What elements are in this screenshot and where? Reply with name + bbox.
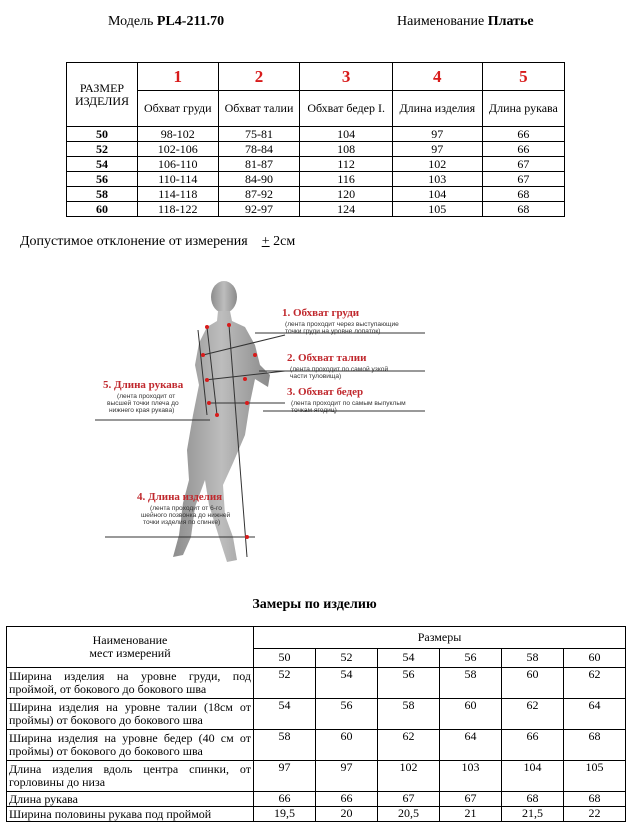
- measurement-name: Ширина половины рукава под проймой: [7, 807, 254, 822]
- measurement-value: 19,5: [254, 807, 316, 822]
- measurements-title: Замеры по изделию: [252, 597, 377, 612]
- size-row: [67, 202, 565, 217]
- svg-text:(лента проходит по самой узкой: (лента проходит по самой узкой: [290, 366, 389, 373]
- svg-text:точки изделия по спинке): точки изделия по спинке): [143, 519, 221, 526]
- value-cell: 78-84: [218, 142, 300, 157]
- measurement-value: 54: [254, 699, 316, 730]
- annotation-chest: [282, 307, 399, 335]
- measurement-value: 21: [440, 807, 502, 822]
- size-column-header: 52: [316, 648, 378, 667]
- svg-text:(лента проходит от 6-го: (лента проходит от 6-го: [150, 505, 222, 512]
- svg-text:части туловища): части туловища): [290, 373, 342, 380]
- product-name-value: Платье: [487, 14, 534, 29]
- measurement-value: 105: [564, 761, 626, 792]
- tolerance-label: Допустимое отклонение от измерения: [20, 234, 248, 249]
- size-row: [67, 142, 565, 157]
- size-column-header: 60: [564, 648, 626, 667]
- measurement-value: 67: [440, 792, 502, 807]
- size-column-header: 58: [502, 648, 564, 667]
- value-cell: 67: [482, 157, 564, 172]
- tolerance-sign: +: [261, 234, 270, 249]
- value-cell: 67: [482, 172, 564, 187]
- measurement-figure: [95, 275, 425, 575]
- svg-text:шейного позвонка до нижней: шейного позвонка до нижней: [141, 512, 231, 519]
- measurement-value: 60: [440, 699, 502, 730]
- value-cell: 75-81: [218, 127, 300, 142]
- value-cell: 104: [392, 187, 482, 202]
- column-number: 4: [392, 63, 482, 91]
- size-header-cell: РАЗМЕР ИЗДЕЛИЯ: [67, 63, 138, 127]
- column-header: Длина изделия: [392, 91, 482, 127]
- measurement-value: 97: [316, 761, 378, 792]
- measurement-name: Длина рукава: [7, 792, 254, 807]
- svg-text:4. Длина изделия: 4. Длина изделия: [137, 491, 223, 503]
- column-header: Обхват бедер I.: [300, 91, 392, 127]
- measurement-value: 66: [316, 792, 378, 807]
- column-header: Обхват талии: [218, 91, 300, 127]
- value-cell: 97: [392, 142, 482, 157]
- annotation-hips: [287, 386, 406, 414]
- measurement-name: Ширина изделия на уровне бедер (40 см от проймы) от бокового до бокового шва: [7, 730, 254, 761]
- name-header-cell: Наименование мест измерений: [7, 627, 254, 668]
- column-number: 1: [138, 63, 219, 91]
- value-cell: 105: [392, 202, 482, 217]
- measurement-value: 64: [440, 730, 502, 761]
- measurement-value: 67: [378, 792, 440, 807]
- svg-text:точки груди на уровне лопаток): точки груди на уровне лопаток): [285, 328, 381, 335]
- size-row: [67, 157, 565, 172]
- measurement-value: 60: [316, 730, 378, 761]
- value-cell: 84-90: [218, 172, 300, 187]
- value-cell: 110-114: [138, 172, 219, 187]
- column-header: Обхват груди: [138, 91, 219, 127]
- measurement-value: 22: [564, 807, 626, 822]
- measurement-value: 68: [502, 792, 564, 807]
- value-cell: 92-97: [218, 202, 300, 217]
- svg-text:(лента проходит по самым выпук: (лента проходит по самым выпуклым: [291, 400, 406, 407]
- annotation-waist: [287, 352, 388, 380]
- value-cell: 68: [482, 187, 564, 202]
- svg-text:(лента проходит через выступаю: (лента проходит через выступающие: [285, 321, 399, 328]
- annotation-sleeve: [103, 379, 184, 414]
- value-cell: 97: [392, 127, 482, 142]
- model-label: Модель: [108, 14, 154, 29]
- size-cell: 52: [67, 142, 138, 157]
- measurement-value: 62: [564, 668, 626, 699]
- value-cell: 104: [300, 127, 392, 142]
- measurement-name: Длина изделия вдоль центра спинки, от горловины до низа: [7, 761, 254, 792]
- size-row: [67, 187, 565, 202]
- size-cell: 58: [67, 187, 138, 202]
- measurement-value: 62: [378, 730, 440, 761]
- svg-text:2. Обхват талии: 2. Обхват талии: [287, 352, 367, 364]
- size-cell: 60: [67, 202, 138, 217]
- value-cell: 102-106: [138, 142, 219, 157]
- tolerance-note: [20, 234, 295, 250]
- value-cell: 108: [300, 142, 392, 157]
- value-cell: 114-118: [138, 187, 219, 202]
- size-row: [67, 127, 565, 142]
- value-cell: 102: [392, 157, 482, 172]
- measurement-name: Ширина изделия на уровне талии (18см от проймы) от бокового до бокового шва: [7, 699, 254, 730]
- measurement-row: [7, 730, 626, 761]
- svg-text:3. Обхват бедер: 3. Обхват бедер: [287, 386, 364, 398]
- measurement-value: 103: [440, 761, 502, 792]
- measurement-value: 56: [316, 699, 378, 730]
- model-header: [108, 14, 224, 30]
- column-number: 3: [300, 63, 392, 91]
- svg-text:нижнего края рукава): нижнего края рукава): [109, 407, 175, 414]
- value-cell: 98-102: [138, 127, 219, 142]
- measurement-row: [7, 807, 626, 822]
- size-cell: 54: [67, 157, 138, 172]
- product-name-header: [397, 14, 534, 30]
- svg-text:точкам ягодиц): точкам ягодиц): [291, 407, 337, 414]
- measurement-row: [7, 668, 626, 699]
- measurement-value: 54: [316, 668, 378, 699]
- measurement-row: [7, 761, 626, 792]
- annotation-length: [137, 491, 231, 526]
- model-value: PL4-211.70: [156, 14, 225, 29]
- size-column-header: 56: [440, 648, 502, 667]
- value-cell: 81-87: [218, 157, 300, 172]
- column-number: 2: [218, 63, 300, 91]
- measurement-value: 58: [440, 668, 502, 699]
- column-header: Длина рукава: [482, 91, 564, 127]
- measurement-value: 104: [502, 761, 564, 792]
- measurement-value: 68: [564, 730, 626, 761]
- tolerance-value: 2см: [273, 234, 296, 249]
- value-cell: 120: [300, 187, 392, 202]
- measurement-value: 68: [564, 792, 626, 807]
- value-cell: 124: [300, 202, 392, 217]
- measurement-value: 20: [316, 807, 378, 822]
- measurement-value: 21,5: [502, 807, 564, 822]
- value-cell: 103: [392, 172, 482, 187]
- svg-text:5. Длина рукава: 5. Длина рукава: [103, 379, 184, 391]
- product-name-label: Наименование: [397, 14, 485, 29]
- measurement-value: 20,5: [378, 807, 440, 822]
- measurement-name: Ширина изделия на уровне груди, под проймой, от бокового до бокового шва: [7, 668, 254, 699]
- measurement-row: [7, 792, 626, 807]
- measurement-value: 58: [378, 699, 440, 730]
- value-cell: 66: [482, 142, 564, 157]
- measurement-value: 52: [254, 668, 316, 699]
- value-cell: 116: [300, 172, 392, 187]
- measurement-value: 60: [502, 668, 564, 699]
- size-row: [67, 172, 565, 187]
- measurement-value: 97: [254, 761, 316, 792]
- sizes-header-cell: Размеры: [254, 627, 626, 649]
- measurement-value: 62: [502, 699, 564, 730]
- value-cell: 118-122: [138, 202, 219, 217]
- value-cell: 112: [300, 157, 392, 172]
- measurement-value: 58: [254, 730, 316, 761]
- size-cell: 56: [67, 172, 138, 187]
- value-cell: 87-92: [218, 187, 300, 202]
- measurement-value: 102: [378, 761, 440, 792]
- value-cell: 68: [482, 202, 564, 217]
- size-column-header: 54: [378, 648, 440, 667]
- column-number: 5: [482, 63, 564, 91]
- size-column-header: 50: [254, 648, 316, 667]
- measurements-table: [6, 626, 626, 822]
- value-cell: 106-110: [138, 157, 219, 172]
- svg-text:1. Обхват груди: 1. Обхват груди: [282, 307, 360, 319]
- size-chart-table: [66, 62, 565, 217]
- value-cell: 66: [482, 127, 564, 142]
- size-cell: 50: [67, 127, 138, 142]
- measurement-value: 56: [378, 668, 440, 699]
- measurement-value: 64: [564, 699, 626, 730]
- measurement-value: 66: [254, 792, 316, 807]
- measurement-row: [7, 699, 626, 730]
- svg-text:(лента проходит от: (лента проходит от: [117, 393, 176, 400]
- measurement-value: 66: [502, 730, 564, 761]
- svg-text:высшей точки плеча до: высшей точки плеча до: [107, 400, 179, 407]
